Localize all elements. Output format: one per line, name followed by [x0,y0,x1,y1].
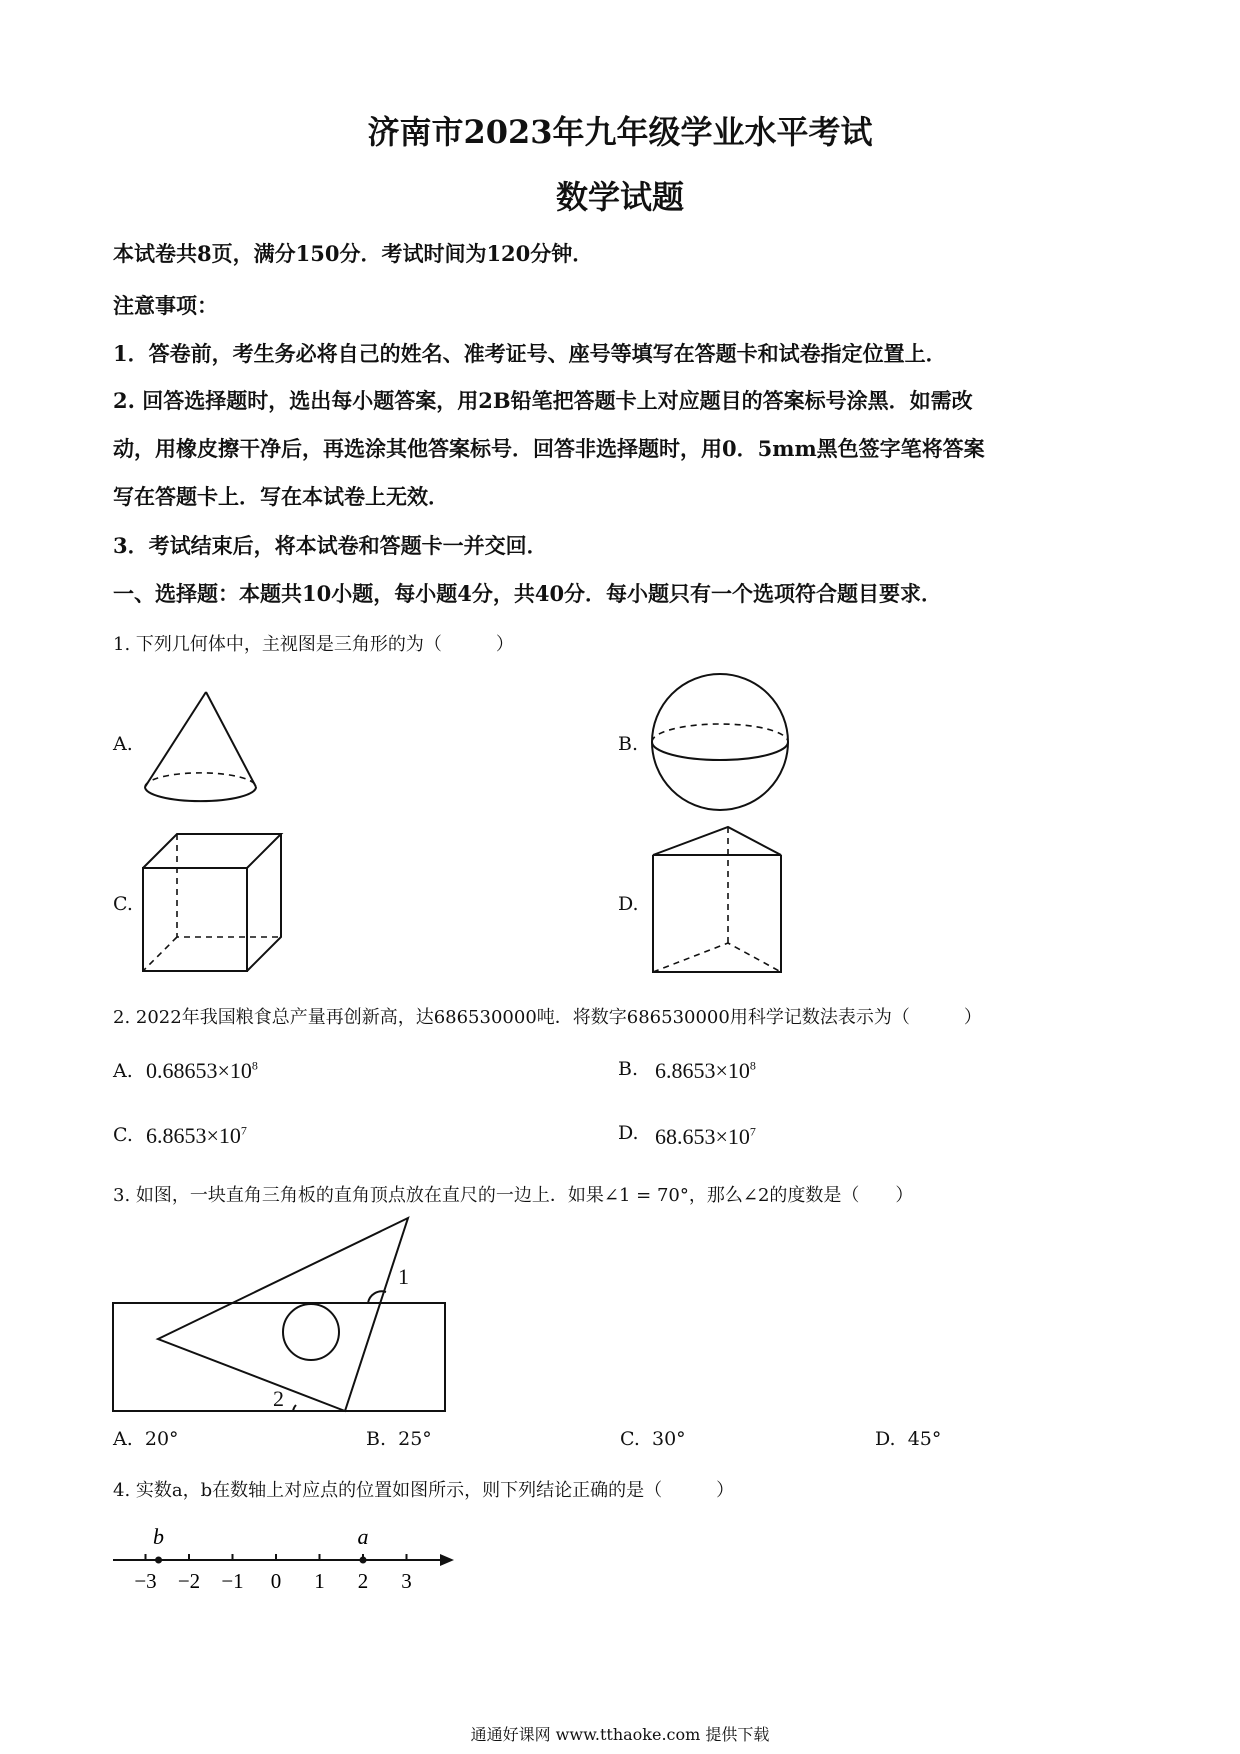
exam-subtitle: 数学试题 [555,178,684,216]
section-1-heading: 一、选择题：本题共10小题，每小题4分，共40分．每小题只有一个选项符合题目要求． [113,581,943,606]
q2-option-c-label: C. [113,1124,133,1146]
number-line-tick-label: −3 [134,1569,157,1593]
point-b-dot [155,1557,162,1564]
notice-item-1: 1．答卷前，考生务必将自己的姓名、准考证号、座号等填写在答题卡和试卷指定位置上． [113,341,947,366]
q3-option-a: A. 20° [113,1428,179,1450]
ruler-triangle-figure [110,1215,455,1415]
q3-option-c: C. 30° [620,1428,686,1450]
number-line-tick-label: −2 [177,1569,201,1593]
question-4-stem: 4. 实数a，b在数轴上对应点的位置如图所示，则下列结论正确的是（ ） [113,1480,735,1501]
q1-option-a-label: A. [113,733,133,755]
notice-heading: 注意事项： [113,293,218,318]
q2-option-a-label: A. [113,1060,133,1082]
q3-option-d: D. 45° [875,1428,942,1450]
number-line-tick-label: 1 [314,1569,325,1593]
question-1-stem: 1. 下列几何体中，主视图是三角形的为（ ） [113,634,514,655]
cube-figure [140,828,285,976]
q3-option-b: B. 25° [366,1428,432,1450]
notice-item-2-line-3: 写在答题卡上．写在本试卷上无效． [113,484,449,509]
number-line-figure [110,1520,455,1595]
cone-figure [140,690,270,815]
number-line-tick-label: 3 [401,1569,412,1593]
q2-option-b-label: B. [618,1058,639,1080]
q2-option-c-value: $6.8653\times 10^7$ [146,1123,247,1148]
number-line-tick-label: 0 [270,1569,282,1593]
angle-1-label: 1 [398,1264,409,1289]
exam-title: 济南市2023年九年级学业水平考试 [367,113,873,151]
q2-option-d-label: D. [618,1122,639,1144]
angle-2-label: 2 [273,1386,284,1411]
notice-item-2-line-2: 动，用橡皮擦干净后，再选涂其他答案标号．回答非选择题时，用0．5mm黑色签字笔将答案 [113,436,985,461]
sphere-figure [650,670,790,815]
q1-option-c-label: C. [113,893,133,915]
question-2-stem: 2. 2022年我国粮食总产量再创新高，达686530000吨．将数字686530000用科学记数法表示为（ ） [113,1007,982,1028]
number-line-tick-label: −1 [221,1569,244,1593]
notice-item-2-line-1: 2. 回答选择题时，选出每小题答案，用2B铅笔把答题卡上对应题目的答案标号涂黑．如需改 [113,388,973,413]
footer-credit: 通通好课网 www.tthaoke.com 提供下载 [470,1725,770,1744]
q2-option-b-value: $6.8653\times 10^8$ [655,1058,756,1083]
q2-option-d-value: $68.653\times 10^7$ [655,1124,756,1149]
notice-item-3: 3．考试结束后，将本试卷和答题卡一并交回． [113,533,548,558]
triangular-prism-figure [650,825,785,977]
question-3-stem: 3. 如图，一块直角三角板的直角顶点放在直尺的一边上．如果∠1 = 70°，那么∠2的度数是（ ） [113,1185,914,1206]
q2-option-a-value: $0.68653\times 10^8$ [146,1058,258,1083]
point-a-dot [360,1557,367,1564]
q1-option-d-label: D. [618,893,639,915]
number-line-tick-label: 2 [357,1569,369,1593]
exam-intro: 本试卷共8页，满分150分．考试时间为120分钟． [113,241,594,266]
q1-option-b-label: B. [618,733,639,755]
point-a-label: a [357,1524,369,1549]
point-b-label: b [153,1524,165,1549]
